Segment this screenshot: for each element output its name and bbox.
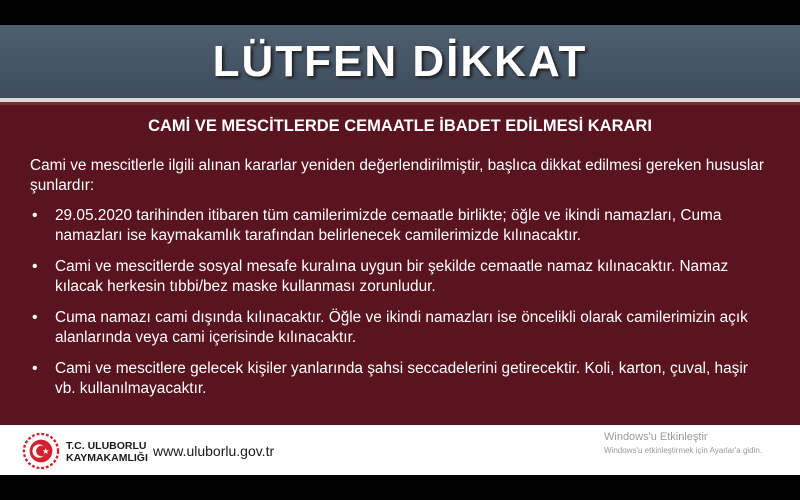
footer-bar (0, 425, 800, 475)
organization-name-line2: KAYMAKAMLIĞI (66, 452, 148, 464)
watermark-subtitle: Windows'u etkinleştirmek için Ayarlar'a gidin. (604, 446, 763, 455)
windows-activation-watermark (604, 431, 762, 457)
announcement-subtitle: CAMİ VE MESCİTLERDE CEMAATLE İBADET EDİLMESİ KARARI (148, 117, 652, 135)
announcement-body (30, 156, 770, 410)
state-emblem-icon (22, 432, 60, 470)
list-item: • Cuma namazı cami dışında kılınacaktır. Öğle ve ikindi namazları ise öncelikli olarak camilerimizin açık alanlarında veya cami içerisinde kılınacaktır. (30, 308, 770, 348)
website-link[interactable]: www.uluborlu.gov.tr (153, 443, 275, 459)
watermark-title: Windows'u Etkinleştir (604, 431, 708, 443)
list-item: • Cami ve mescitlere gelecek kişiler yanlarında şahsi seccadelerini getirecektir. Koli, karton, çuval, haşir vb. kullanılmayacaktır. (30, 359, 770, 399)
header-divider-dark (0, 102, 800, 105)
header-banner (0, 25, 800, 98)
page-title: LÜTFEN DİKKAT (212, 36, 588, 86)
organization-name-line1: T.C. ULUBORLU (66, 440, 147, 452)
list-item: • 29.05.2020 tarihinden itibaren tüm camilerimizde cemaatle birlikte; öğle ve ikindi namazları, Cuma namazları ise kaymakamlık tarafından belirlenecek camilerimizde kılınacaktır. (30, 206, 770, 246)
intro-paragraph: Cami ve mescitlerle ilgili alınan kararlar yeniden değerlendirilmiştir, başlıca dikkat edilmesi gereken hususlar şunlardır: (30, 157, 764, 194)
list-item: • Cami ve mescitlerde sosyal mesafe kuralına uygun bir şekilde cemaatle namaz kılınacaktır. Namaz kılacak herkesin tıbbi/bez maske kullanması zorunludur. (30, 257, 770, 297)
organization-name (66, 440, 148, 464)
rules-list (30, 206, 770, 399)
announcement-slide (0, 25, 800, 475)
